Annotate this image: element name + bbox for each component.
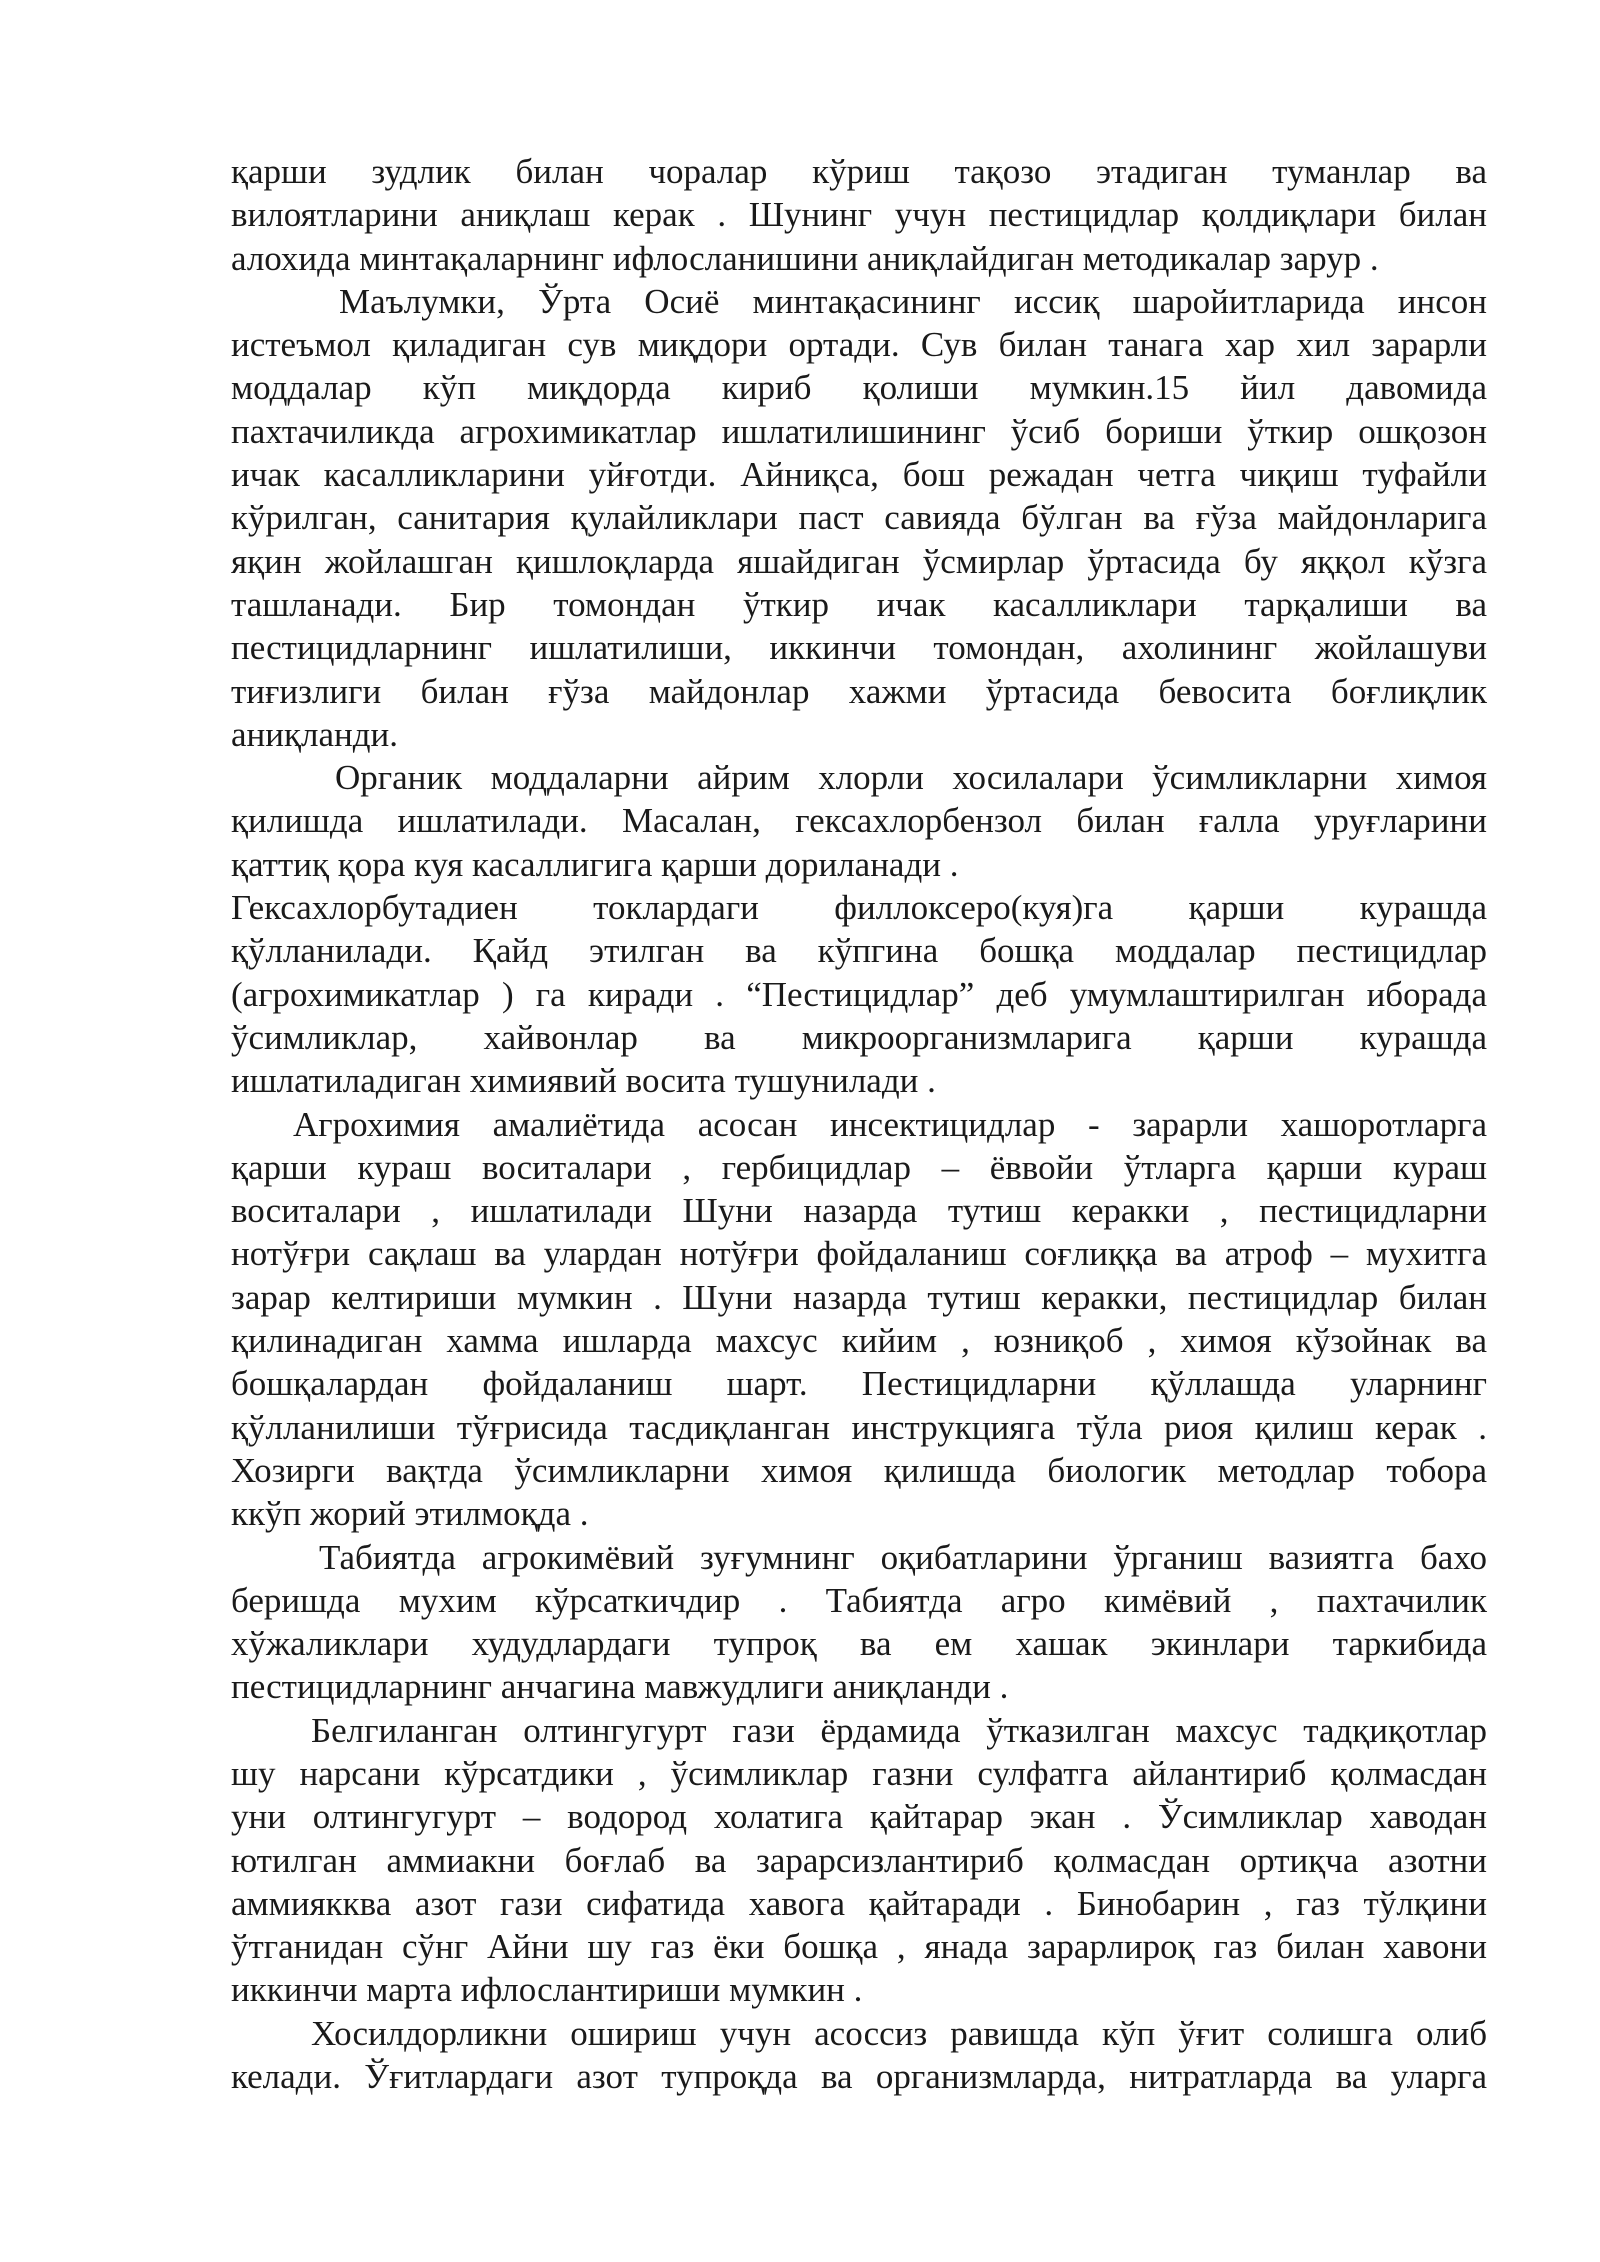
text-line: моддалар кўп миқдорда кириб қолиши мумкин.15 йил давомида	[231, 368, 1487, 408]
paragraph-p3	[231, 756, 1487, 886]
document-body	[231, 150, 1487, 2098]
paragraph-p5	[231, 1103, 1487, 1536]
text-line: кўрилган, санитария қулайликлари паст савияда бўлган ва ғўза майдонларига	[231, 498, 1487, 538]
text-line: ишлатиладиган химиявий восита тушунилади .	[231, 1061, 936, 1101]
text-line: ичак касалликларини уйғотди. Айниқса, бош режадан четга чиқиш туфайли	[231, 455, 1487, 495]
text-line: Агрохимия амалиётида асосан инсектицидлар - зарарли хашоротларга	[293, 1104, 1487, 1144]
text-line: алохида минтақаларнинг ифлосланишини аниқлайдиган методикалар зарур .	[231, 238, 1379, 278]
text-line: яқин жойлашган қишлоқларда яшайдиган ўсмирлар ўртасида бу яққол кўзга	[231, 541, 1487, 581]
text-line: қаттиқ қора куя касаллигига қарши дориланади .	[231, 844, 959, 884]
text-line: ккўп жорий этилмоқда .	[231, 1494, 589, 1534]
text-line: хўжаликлари худудлардаги тупроқ ва ем хашак экинлари таркибида	[231, 1624, 1487, 1664]
text-line: ташланади. Бир томондан ўткир ичак касалликлари тарқалиши ва	[231, 584, 1487, 624]
paragraph-p1	[231, 150, 1487, 280]
paragraph-p2	[231, 280, 1487, 756]
text-line: зарар келтириши мумкин . Шуни назарда тутиш керакки, пестицидлар билан	[231, 1277, 1487, 1317]
text-line: Табиятда агрокимёвий зуғумнинг оқибатларини ўрганиш вазиятга бахо	[319, 1537, 1487, 1577]
text-line: қарши кураш воситалари , гербицидлар – ёввойи ўтларга қарши кураш	[231, 1147, 1487, 1187]
text-line: уни олтингугурт – водород холатига қайтарар экан . Ўсимликлар хаводан	[231, 1797, 1487, 1837]
paragraph-p6	[231, 1536, 1487, 1709]
text-line: беришда мухим кўрсаткичдир . Табиятда агро кимёвий , пахтачилик	[231, 1580, 1487, 1620]
text-line: келади. Ўғитлардаги азот тупроқда ва организмларда, нитратларда ва уларга	[231, 2057, 1487, 2097]
text-line: қилинадиган хамма ишларда махсус кийим , юзниқоб , химоя кўзойнак ва	[231, 1321, 1487, 1361]
text-line: воситалари , ишлатилади Шуни назарда тутиш керакки , пестицидларни	[231, 1191, 1487, 1231]
text-line: шу нарсани кўрсатдики , ўсимликлар газни сулфатга айлантириб қолмасдан	[231, 1753, 1487, 1793]
text-line: ўтганидан сўнг Айни шу газ ёки бошқа , янада зарарлироқ газ билан хавони	[231, 1927, 1487, 1967]
text-line: Хозирги вақтда ўсимликларни химоя қилишда биологик методлар тобора	[231, 1450, 1487, 1490]
text-line: нотўғри сақлаш ва улардан нотўғри фойдаланиш соғлиққа ва атроф – мухитга	[231, 1234, 1487, 1274]
text-line: аниқланди.	[231, 714, 399, 754]
text-line: (агрохимикатлар ) га киради . “Пестицидлар” деб умумлаштирилган иборада	[231, 974, 1487, 1014]
text-line: иккинчи марта ифлослантириши мумкин .	[231, 1970, 863, 2010]
text-line: вилоятларини аниқлаш керак . Шунинг учун пестицидлар қолдиқлари билан	[231, 195, 1487, 235]
text-line: пестицидларнинг ишлатилиши, иккинчи томондан, ахолининг жойлашуви	[231, 628, 1487, 668]
text-line: бошқалардан фойдаланиш шарт. Пестицидларни қўллашда уларнинг	[231, 1364, 1487, 1404]
text-line: истеъмол қиладиган сув миқдори ортади. Сув билан танага хар хил зарарли	[231, 325, 1487, 365]
text-line: ютилган аммиакни боғлаб ва зарарсизлантириб қолмасдан ортиқча азотни	[231, 1840, 1487, 1880]
text-line: пахтачиликда агрохимикатлар ишлатилишининг ўсиб бориши ўткир ошқозон	[231, 411, 1487, 451]
text-line: қилишда ишлатилади. Масалан, гексахлорбензол билан ғалла уруғларини	[231, 801, 1487, 841]
text-line: Маълумки, Ўрта Осиё минтақасининг иссиқ шаройитларида инсон	[339, 281, 1487, 321]
paragraph-p8	[231, 2012, 1487, 2099]
paragraph-p4	[231, 886, 1487, 1102]
text-line: Белгиланган олтингугурт гази ёрдамида ўтказилган махсус тадқиқотлар	[311, 1710, 1487, 1750]
text-line: қўлланилади. Қайд этилган ва кўпгина бошқа моддалар пестицидлар	[231, 931, 1487, 971]
text-line: Гексахлорбутадиен токлардаги филлоксеро(куя)га қарши курашда	[231, 888, 1487, 928]
text-line: тиғизлиги билан ғўза майдонлар хажми ўртасида бевосита боғлиқлик	[231, 671, 1487, 711]
text-line: Органик моддаларни айрим хлорли хосилалари ўсимликларни химоя	[335, 758, 1487, 798]
text-line: қўлланилиши тўғрисида тасдиқланган инструкцияга тўла риоя қилиш керак .	[231, 1407, 1487, 1447]
text-line: ўсимликлар, хайвонлар ва микроорганизмларига қарши курашда	[231, 1017, 1487, 1057]
paragraph-p7	[231, 1709, 1487, 2012]
text-line: қарши зудлик билан чоралар кўриш тақозо этадиган туманлар ва	[231, 152, 1487, 191]
text-line: аммиякква азот гази сифатида хавога қайтаради . Бинобарин , газ тўлқини	[231, 1883, 1487, 1923]
text-line: Хосилдорликни ошириш учун асоссиз равишда кўп ўғит солишга олиб	[311, 2013, 1487, 2053]
text-line: пестицидларнинг анчагина мавжудлиги аниқланди .	[231, 1667, 1009, 1707]
